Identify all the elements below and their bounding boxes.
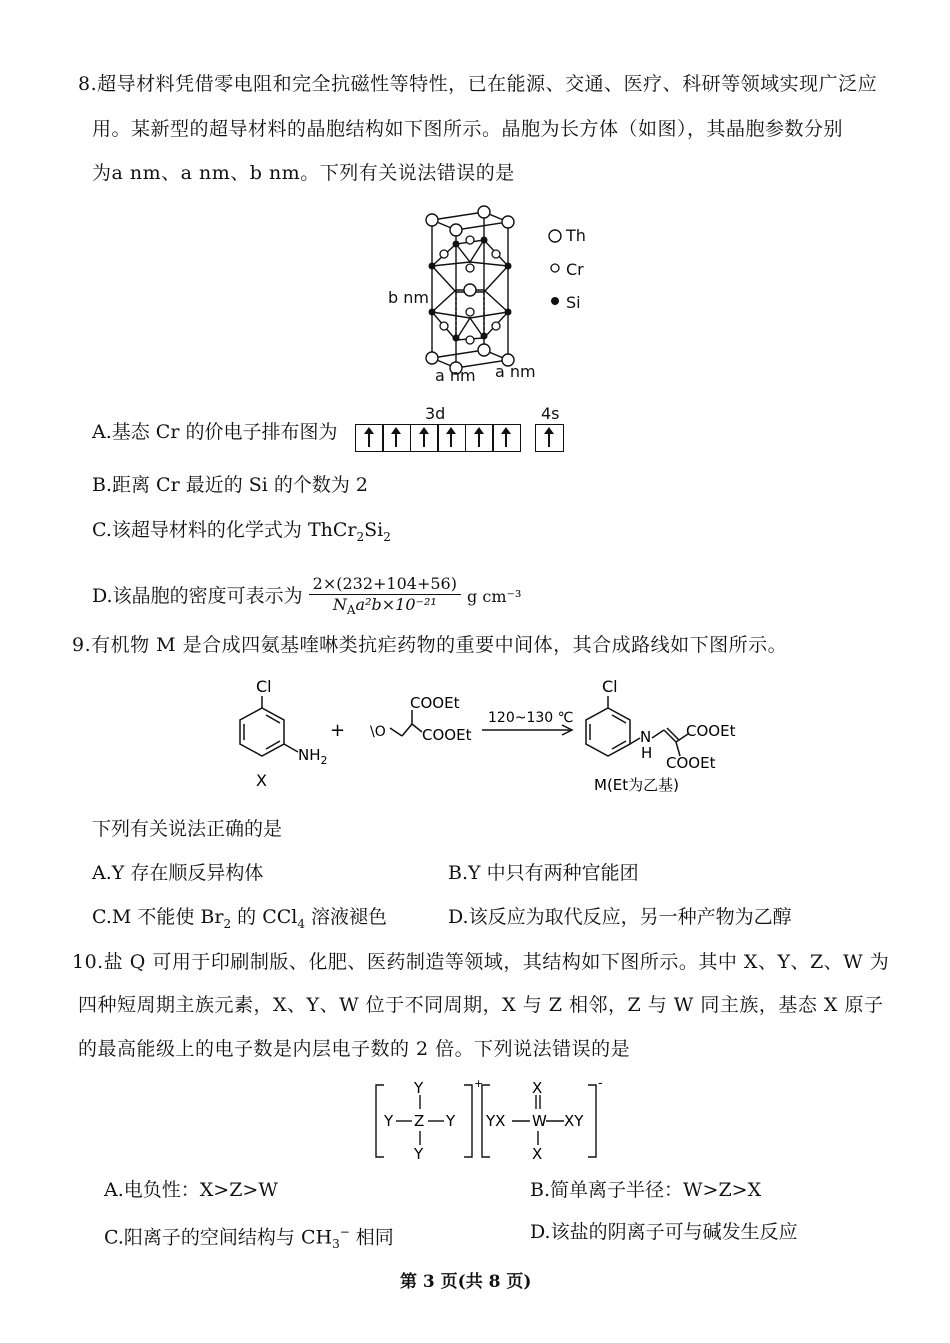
q9-option-c: C.M 不能使 $Br_2$ 的 CCl$_4$ 溶液褪色 bbox=[92, 906, 388, 931]
x-label: X bbox=[256, 771, 267, 790]
legend-si-label: Si bbox=[566, 293, 581, 312]
cation-center: Z bbox=[414, 1112, 425, 1130]
spin-up-arrow-icon bbox=[548, 429, 550, 447]
q8-option-d: D.该晶胞的密度可表示为 $\frac{2\times(232+104+56)}{N_Aa^2b\times 10^{-21}}$ g cm⁻³ bbox=[92, 574, 521, 620]
q10-option-d: D.该盐的阴离子可与碱发生反应 bbox=[530, 1221, 798, 1243]
legend-th-label: Th bbox=[566, 226, 586, 245]
anion-center: W bbox=[532, 1112, 547, 1130]
q8-option-a: A.基态 Cr 的价电子排布图为 bbox=[92, 421, 338, 443]
reaction-condition: 120~130 ℃ bbox=[488, 710, 574, 726]
synthesis-route-diagram bbox=[220, 680, 780, 800]
anion-right: XY bbox=[564, 1112, 584, 1130]
axis-b-label: b nm bbox=[388, 288, 429, 307]
m-cooet-top: COOEt bbox=[686, 722, 736, 740]
q9-question: 下列有关说法正确的是 bbox=[92, 818, 283, 840]
density-fraction: $\frac{2\times(232+104+56)}{N_Aa^2b\times 10^{-21}}$ bbox=[309, 574, 461, 620]
q8-option-c: C.该超导材料的化学式为 $ThCr_2Si_2$ bbox=[92, 519, 391, 544]
q9-line-1: 9.有机物 M 是合成四氨基喹啉类抗疟药物的重要中间体，其合成路线如下图所示。 bbox=[72, 634, 788, 656]
anion-top: X bbox=[532, 1079, 543, 1097]
m-h-label: H bbox=[641, 744, 653, 762]
q8-line-2: 用。某新型的超导材料的晶胞结构如下图所示。晶胞为长方体（如图），其晶胞参数分别 bbox=[92, 118, 844, 140]
y-cooet-top: COOEt bbox=[410, 694, 460, 712]
m-label: M(Et为乙基) bbox=[594, 776, 680, 794]
spin-up-arrow-icon bbox=[450, 429, 452, 447]
plus-sign: + bbox=[330, 720, 346, 741]
spin-up-arrow-icon bbox=[478, 429, 480, 447]
orbital-4s-box bbox=[536, 424, 564, 452]
salt-q-structure bbox=[370, 1075, 610, 1167]
anion-bottom: X bbox=[532, 1145, 543, 1163]
page-footer: 第 3 页(共 8 页) bbox=[400, 1272, 532, 1292]
m-n-label: N bbox=[640, 728, 652, 746]
spin-up-arrow-icon bbox=[423, 429, 425, 447]
m-cooet-bottom: COOEt bbox=[666, 754, 716, 772]
cation-charge: + bbox=[474, 1077, 484, 1090]
anion-left: YX bbox=[486, 1112, 506, 1130]
x-nh2-label: $NH_2$ bbox=[298, 746, 328, 767]
legend-cr-label: Cr bbox=[566, 260, 584, 279]
spin-up-arrow-icon bbox=[395, 429, 397, 447]
spin-up-arrow-icon bbox=[505, 429, 507, 447]
q10-line-3: 的最高能级上的电子数是内层电子数的 2 倍。下列说法错误的是 bbox=[78, 1038, 631, 1060]
q10-line-2: 四种短周期主族元素，X、Y、W 位于不同周期，X 与 Z 相邻，Z 与 W 同主族，基态 X 原子 bbox=[78, 994, 884, 1016]
legend-si-icon bbox=[550, 296, 560, 306]
orbital-3d-label: 3d bbox=[425, 404, 446, 423]
q8-line-1: 8.超导材料凭借零电阻和完全抗磁性等特性，已在能源、交通、医疗、科研等领域实现广泛应 bbox=[78, 73, 878, 95]
m-cl-label: Cl bbox=[602, 680, 618, 696]
spin-up-arrow-icon bbox=[368, 429, 370, 447]
q10-option-b: B.简单离子半径：W>Z>X bbox=[530, 1179, 762, 1201]
orbital-3d-boxes bbox=[356, 424, 521, 452]
anion-charge: - bbox=[598, 1076, 603, 1091]
axis-a-label-1: a nm bbox=[435, 366, 476, 385]
legend-th-icon bbox=[548, 229, 562, 243]
q9-option-d: D.该反应为取代反应，另一种产物为乙醇 bbox=[448, 906, 792, 928]
q9-option-b: B.Y 中只有两种官能团 bbox=[448, 862, 639, 884]
q10-line-1: 10.盐 Q 可用于印刷制版、化肥、医药制造等领域，其结构如下图所示。其中 X、Y、Z、W 为 bbox=[72, 951, 890, 973]
x-cl-label: Cl bbox=[256, 680, 272, 696]
orbital-4s-label: 4s bbox=[541, 404, 560, 423]
y-cooet-bottom: COOEt bbox=[422, 726, 472, 744]
q9-option-a: A.Y 存在顺反异构体 bbox=[92, 862, 264, 884]
q10-option-c: C.阳离子的空间结构与 $CH_3^-$ 相同 bbox=[104, 1225, 394, 1252]
cation-top: Y bbox=[414, 1079, 424, 1097]
cation-bottom: Y bbox=[414, 1145, 424, 1163]
q8-line-3: 为a nm、a nm、b nm。下列有关说法错误的是 bbox=[92, 162, 515, 184]
cation-left: Y bbox=[384, 1112, 394, 1130]
y-methoxy-label: \O bbox=[370, 724, 386, 740]
legend-cr-icon bbox=[550, 263, 560, 273]
cation-right: Y bbox=[446, 1112, 456, 1130]
q10-option-a: A.电负性：X>Z>W bbox=[104, 1179, 278, 1201]
q8-option-b: B.距离 Cr 最近的 Si 的个数为 2 bbox=[92, 474, 369, 496]
axis-a-label-2: a nm bbox=[495, 362, 536, 381]
